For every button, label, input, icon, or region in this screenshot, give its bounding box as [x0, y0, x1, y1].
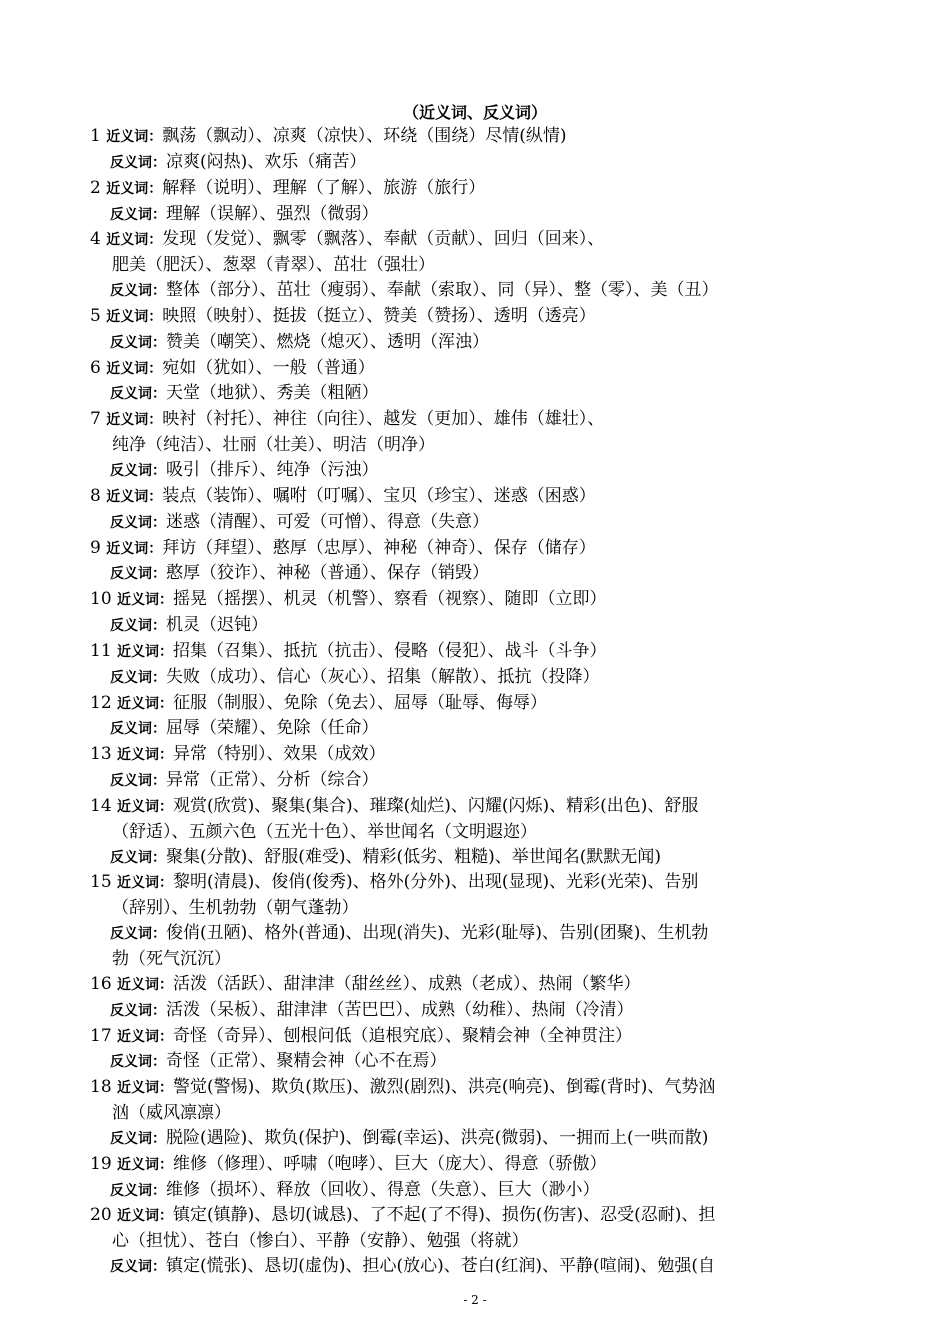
synonym-label: 近义词：	[106, 129, 163, 145]
synonym-row	[90, 972, 870, 998]
vocab-entry	[90, 1075, 870, 1152]
synonym-row	[90, 536, 870, 562]
synonym-text: 摇晃（摇摆）、机灵（机警）、察看（视察）、随即（立即）	[173, 589, 607, 610]
antonym-text: 整体（部分）、茁壮（瘦弱）、奉献（索取）、同（异）、整（零）、美（丑）	[166, 280, 719, 301]
antonym-row	[90, 613, 870, 639]
synonym-text: 解释（说明）、理解（了解）、旅游（旅行）	[162, 177, 486, 198]
antonym-text: 奇怪（正常）、聚精会神（心不在焉）	[166, 1051, 447, 1072]
synonym-label: 近义词：	[117, 643, 174, 660]
synonym-text: 发现（发觉）、飘零（飘落）、奉献（贡献）、回归（回来）、	[162, 229, 605, 250]
antonym-row	[90, 716, 870, 742]
synonym-text: 观赏(欣赏)、聚集(集合)、璀璨(灿烂)、闪耀(闪烁)、精彩(出色)、舒服	[173, 795, 699, 816]
synonym-row	[90, 587, 870, 613]
synonym-text: 汹（威风凛凛）	[112, 1103, 231, 1124]
synonym-row	[90, 1075, 870, 1101]
antonym-text: 屈辱（荣耀）、免除（任命）	[166, 718, 379, 739]
vocab-entry	[90, 870, 870, 971]
synonym-row-continued	[90, 820, 870, 845]
antonym-text: 俊俏(丑陋)、格外(普通)、出现(消失)、光彩(耻辱)、告别(团聚)、生机勃	[166, 923, 709, 944]
synonym-row	[90, 356, 870, 382]
synonym-text: （舒适）、五颜六色（五光十色）、举世闻名（文明遐迩）	[112, 821, 537, 842]
synonym-row	[90, 227, 870, 253]
synonym-text: 镇定(镇静)、恳切(诚恳)、了不起(了不得)、损伤(伤害)、忍受(忍耐)、担	[173, 1205, 716, 1226]
antonym-row	[90, 381, 870, 407]
synonym-label: 近义词：	[106, 180, 163, 197]
synonym-label: 近义词：	[117, 976, 174, 993]
vocab-entry	[90, 691, 870, 743]
entry-number: 19	[90, 1153, 112, 1174]
entry-number: 17	[90, 1025, 112, 1046]
antonym-label: 反义词：	[110, 283, 166, 300]
synonym-label: 近义词：	[106, 412, 163, 429]
vocab-entry	[90, 304, 870, 356]
synonym-row-continued	[90, 1229, 870, 1254]
entry-number: 10	[90, 589, 112, 610]
antonym-text: 维修（损坏）、释放（回收）、得意（失意）、巨大（渺小）	[166, 1179, 600, 1200]
antonym-label: 反义词：	[110, 1182, 166, 1199]
synonym-text: 活泼（活跃）、甜津津（甜丝丝）、成熟（老成）、热闹（繁华）	[173, 973, 641, 994]
antonym-label: 反义词：	[110, 566, 166, 583]
page-number: - 2 -	[463, 1293, 487, 1307]
synonym-row	[90, 870, 870, 896]
synonym-label: 近义词：	[106, 540, 163, 557]
entry-number: 15	[90, 872, 112, 893]
antonym-text: 勃（死气沉沉）	[112, 949, 231, 969]
vocab-entry	[90, 484, 870, 536]
antonym-text: 凉爽(闷热)、欢乐（痛苦）	[166, 151, 367, 172]
synonym-row	[90, 176, 870, 202]
antonym-text: 异常（正常）、分析（综合）	[166, 770, 379, 791]
antonym-row	[90, 845, 870, 871]
synonym-row	[90, 1152, 870, 1178]
synonym-label: 近义词：	[106, 488, 163, 505]
synonym-label: 近义词：	[117, 747, 174, 764]
synonym-text: 维修（修理）、呼啸（咆哮）、巨大（庞大）、得意（骄傲）	[173, 1153, 607, 1174]
antonym-row	[90, 665, 870, 691]
synonym-row	[90, 304, 870, 330]
antonym-row	[90, 202, 870, 228]
synonym-row-continued	[90, 896, 870, 921]
vocab-entry	[90, 1203, 870, 1280]
entry-number: 11	[90, 640, 112, 661]
synonym-text: 肥美（肥沃）、葱翠（青翠）、茁壮（强壮）	[112, 255, 435, 276]
antonym-row	[90, 510, 870, 536]
antonym-label: 反义词：	[110, 1259, 166, 1276]
antonym-label: 反义词：	[110, 334, 166, 351]
synonym-label: 近义词：	[106, 308, 163, 325]
antonym-text: 聚集(分散)、舒服(难受)、精彩(低劣、粗糙)、举世闻名(默默无闻)	[166, 846, 662, 867]
antonym-label: 反义词：	[110, 154, 166, 171]
synonym-text: 招集（召集）、抵抗（抗击）、侵略（侵犯）、战斗（斗争）	[173, 640, 607, 661]
vocab-entry	[90, 407, 870, 484]
antonym-row	[90, 1178, 870, 1204]
antonym-label: 反义词：	[110, 1002, 166, 1019]
antonym-row	[90, 458, 870, 484]
antonym-row	[90, 998, 870, 1024]
antonym-text: 吸引（排斥）、纯净（污浊）	[166, 459, 379, 480]
entry-number: 4	[90, 229, 101, 250]
antonym-row	[90, 1254, 870, 1280]
synonym-text: 警觉(警惕)、欺负(欺压)、激烈(剧烈)、洪亮(响亮)、倒霉(背时)、气势汹	[173, 1077, 716, 1098]
synonym-text: 飘荡（飘动）、凉爽（凉快）、环绕（围绕）尽情(纵情)	[162, 126, 567, 146]
vocab-entry	[90, 972, 870, 1024]
antonym-text: 机灵（迟钝）	[166, 615, 268, 636]
antonym-label: 反义词：	[110, 773, 166, 790]
synonym-row	[90, 794, 870, 820]
antonym-label: 反义词：	[110, 206, 166, 223]
vocab-entry	[90, 536, 870, 588]
synonym-label: 近义词：	[117, 1080, 174, 1097]
synonym-text: 装点（装饰）、嘱咐（叮嘱）、宝贝（珍宝）、迷惑（困惑）	[162, 485, 596, 506]
page-title: （近义词、反义词）	[402, 103, 547, 122]
vocab-entry	[90, 1024, 870, 1076]
entry-number: 13	[90, 744, 112, 765]
vocab-entry	[90, 1152, 870, 1204]
antonym-row	[90, 150, 870, 176]
antonym-label: 反义词：	[110, 386, 166, 403]
synonym-row	[90, 1203, 870, 1229]
synonym-row	[90, 1024, 870, 1050]
antonym-label: 反义词：	[110, 514, 166, 531]
synonym-text: 宛如（犹如）、一般（普通）	[162, 357, 375, 378]
antonym-text: 失败（成功）、信心（灰心）、招集（解散）、抵抗（投降）	[166, 666, 600, 687]
synonym-text: 征服（制服）、免除（免去）、屈辱（耻辱、侮辱）	[173, 692, 548, 713]
synonym-row-continued	[90, 433, 870, 458]
synonym-text: 奇怪（奇异）、刨根问低（追根究底）、聚精会神（全神贯注）	[173, 1025, 633, 1046]
entry-number: 18	[90, 1077, 112, 1098]
entry-number: 8	[90, 485, 101, 506]
antonym-label: 反义词：	[110, 462, 166, 479]
antonym-row	[90, 768, 870, 794]
vocab-entry	[90, 227, 870, 304]
synonym-row	[90, 484, 870, 510]
entry-number: 1	[90, 126, 101, 146]
antonym-row	[90, 1126, 870, 1152]
antonym-label: 反义词：	[110, 1054, 166, 1071]
entry-number: 5	[90, 305, 101, 326]
synonym-row	[90, 742, 870, 768]
entry-number: 7	[90, 409, 101, 430]
synonym-text: 心（担忧）、苍白（惨白）、平静（安静）、勉强（将就）	[112, 1231, 529, 1252]
antonym-row	[90, 330, 870, 356]
antonym-label: 反义词：	[110, 849, 166, 866]
synonym-label: 近义词：	[117, 875, 174, 892]
synonym-label: 近义词：	[117, 798, 174, 815]
synonym-text: 异常（特别）、效果（成效）	[173, 744, 386, 765]
synonym-text: 映照（映射）、挺拔（挺立）、赞美（赞扬）、透明（透亮）	[162, 305, 596, 326]
vocab-entry	[90, 742, 870, 794]
synonym-row	[90, 407, 870, 433]
synonym-label: 近义词：	[117, 1028, 174, 1045]
vocab-entry	[90, 356, 870, 408]
antonym-text: 脱险(遇险)、欺负(保护)、倒霉(幸运)、洪亮(微弱)、一拥而上(一哄而散)	[166, 1127, 709, 1148]
antonym-row	[90, 278, 870, 304]
antonym-label: 反义词：	[110, 669, 166, 686]
synonym-label: 近义词：	[106, 232, 163, 249]
antonym-row	[90, 921, 870, 947]
entry-number: 9	[90, 537, 101, 558]
vocab-entry	[90, 639, 870, 691]
antonym-text: 天堂（地狱）、秀美（粗陋）	[166, 383, 379, 404]
synonym-label: 近义词：	[117, 1208, 174, 1225]
entry-number: 12	[90, 692, 112, 713]
antonym-label: 反义词：	[110, 721, 166, 738]
vocab-entry	[90, 587, 870, 639]
synonym-row-continued	[90, 1101, 870, 1126]
vocab-list	[90, 124, 870, 1280]
entry-number: 6	[90, 357, 101, 378]
antonym-row	[90, 561, 870, 587]
synonym-text: （辞别）、生机勃勃（朝气蓬勃）	[112, 898, 359, 919]
antonym-text: 憨厚（狡诈）、神秘（普通）、保存（销毁）	[166, 563, 489, 584]
synonym-row	[90, 124, 870, 150]
antonym-label: 反义词：	[110, 618, 166, 635]
entry-number: 16	[90, 973, 112, 994]
antonym-text: 赞美（嘲笑）、燃烧（熄灭）、透明（浑浊）	[166, 331, 489, 352]
synonym-row	[90, 639, 870, 665]
antonym-text: 活泼（呆板）、甜津津（苦巴巴）、成熟（幼稚）、热闹（冷清）	[166, 999, 634, 1020]
antonym-text: 理解（误解）、强烈（微弱）	[166, 203, 379, 224]
synonym-text: 黎明(清晨)、俊俏(俊秀)、格外(分外)、出现(显现)、光彩(光荣)、告别	[173, 872, 699, 893]
synonym-row	[90, 691, 870, 717]
antonym-text: 镇定(慌张)、恳切(虚伪)、担心(放心)、苍白(红润)、平静(喧闹)、勉强(自	[166, 1256, 715, 1277]
synonym-label: 近义词：	[117, 1156, 174, 1173]
vocab-entry	[90, 794, 870, 871]
antonym-row	[90, 1049, 870, 1075]
synonym-label: 近义词：	[117, 695, 174, 712]
entry-number: 14	[90, 795, 112, 816]
synonym-label: 近义词：	[106, 360, 163, 377]
synonym-text: 映衬（衬托）、神往（向往）、越发（更加）、雄伟（雄壮）、	[162, 409, 605, 430]
entry-number: 2	[90, 177, 101, 198]
entry-number: 20	[90, 1205, 112, 1226]
vocab-entry	[90, 124, 870, 176]
synonym-text: 纯净（纯洁）、壮丽（壮美）、明洁（明净）	[112, 435, 435, 456]
antonym-label: 反义词：	[110, 1130, 166, 1147]
antonym-row-continued	[90, 947, 870, 972]
synonym-text: 拜访（拜望）、憨厚（忠厚）、神秘（神奇）、保存（储存）	[162, 537, 596, 558]
vocab-entry	[90, 176, 870, 228]
synonym-label: 近义词：	[117, 592, 174, 609]
antonym-label: 反义词：	[110, 926, 166, 943]
antonym-text: 迷惑（清醒）、可爱（可憎）、得意（失意）	[166, 511, 489, 532]
synonym-row-continued	[90, 253, 870, 278]
